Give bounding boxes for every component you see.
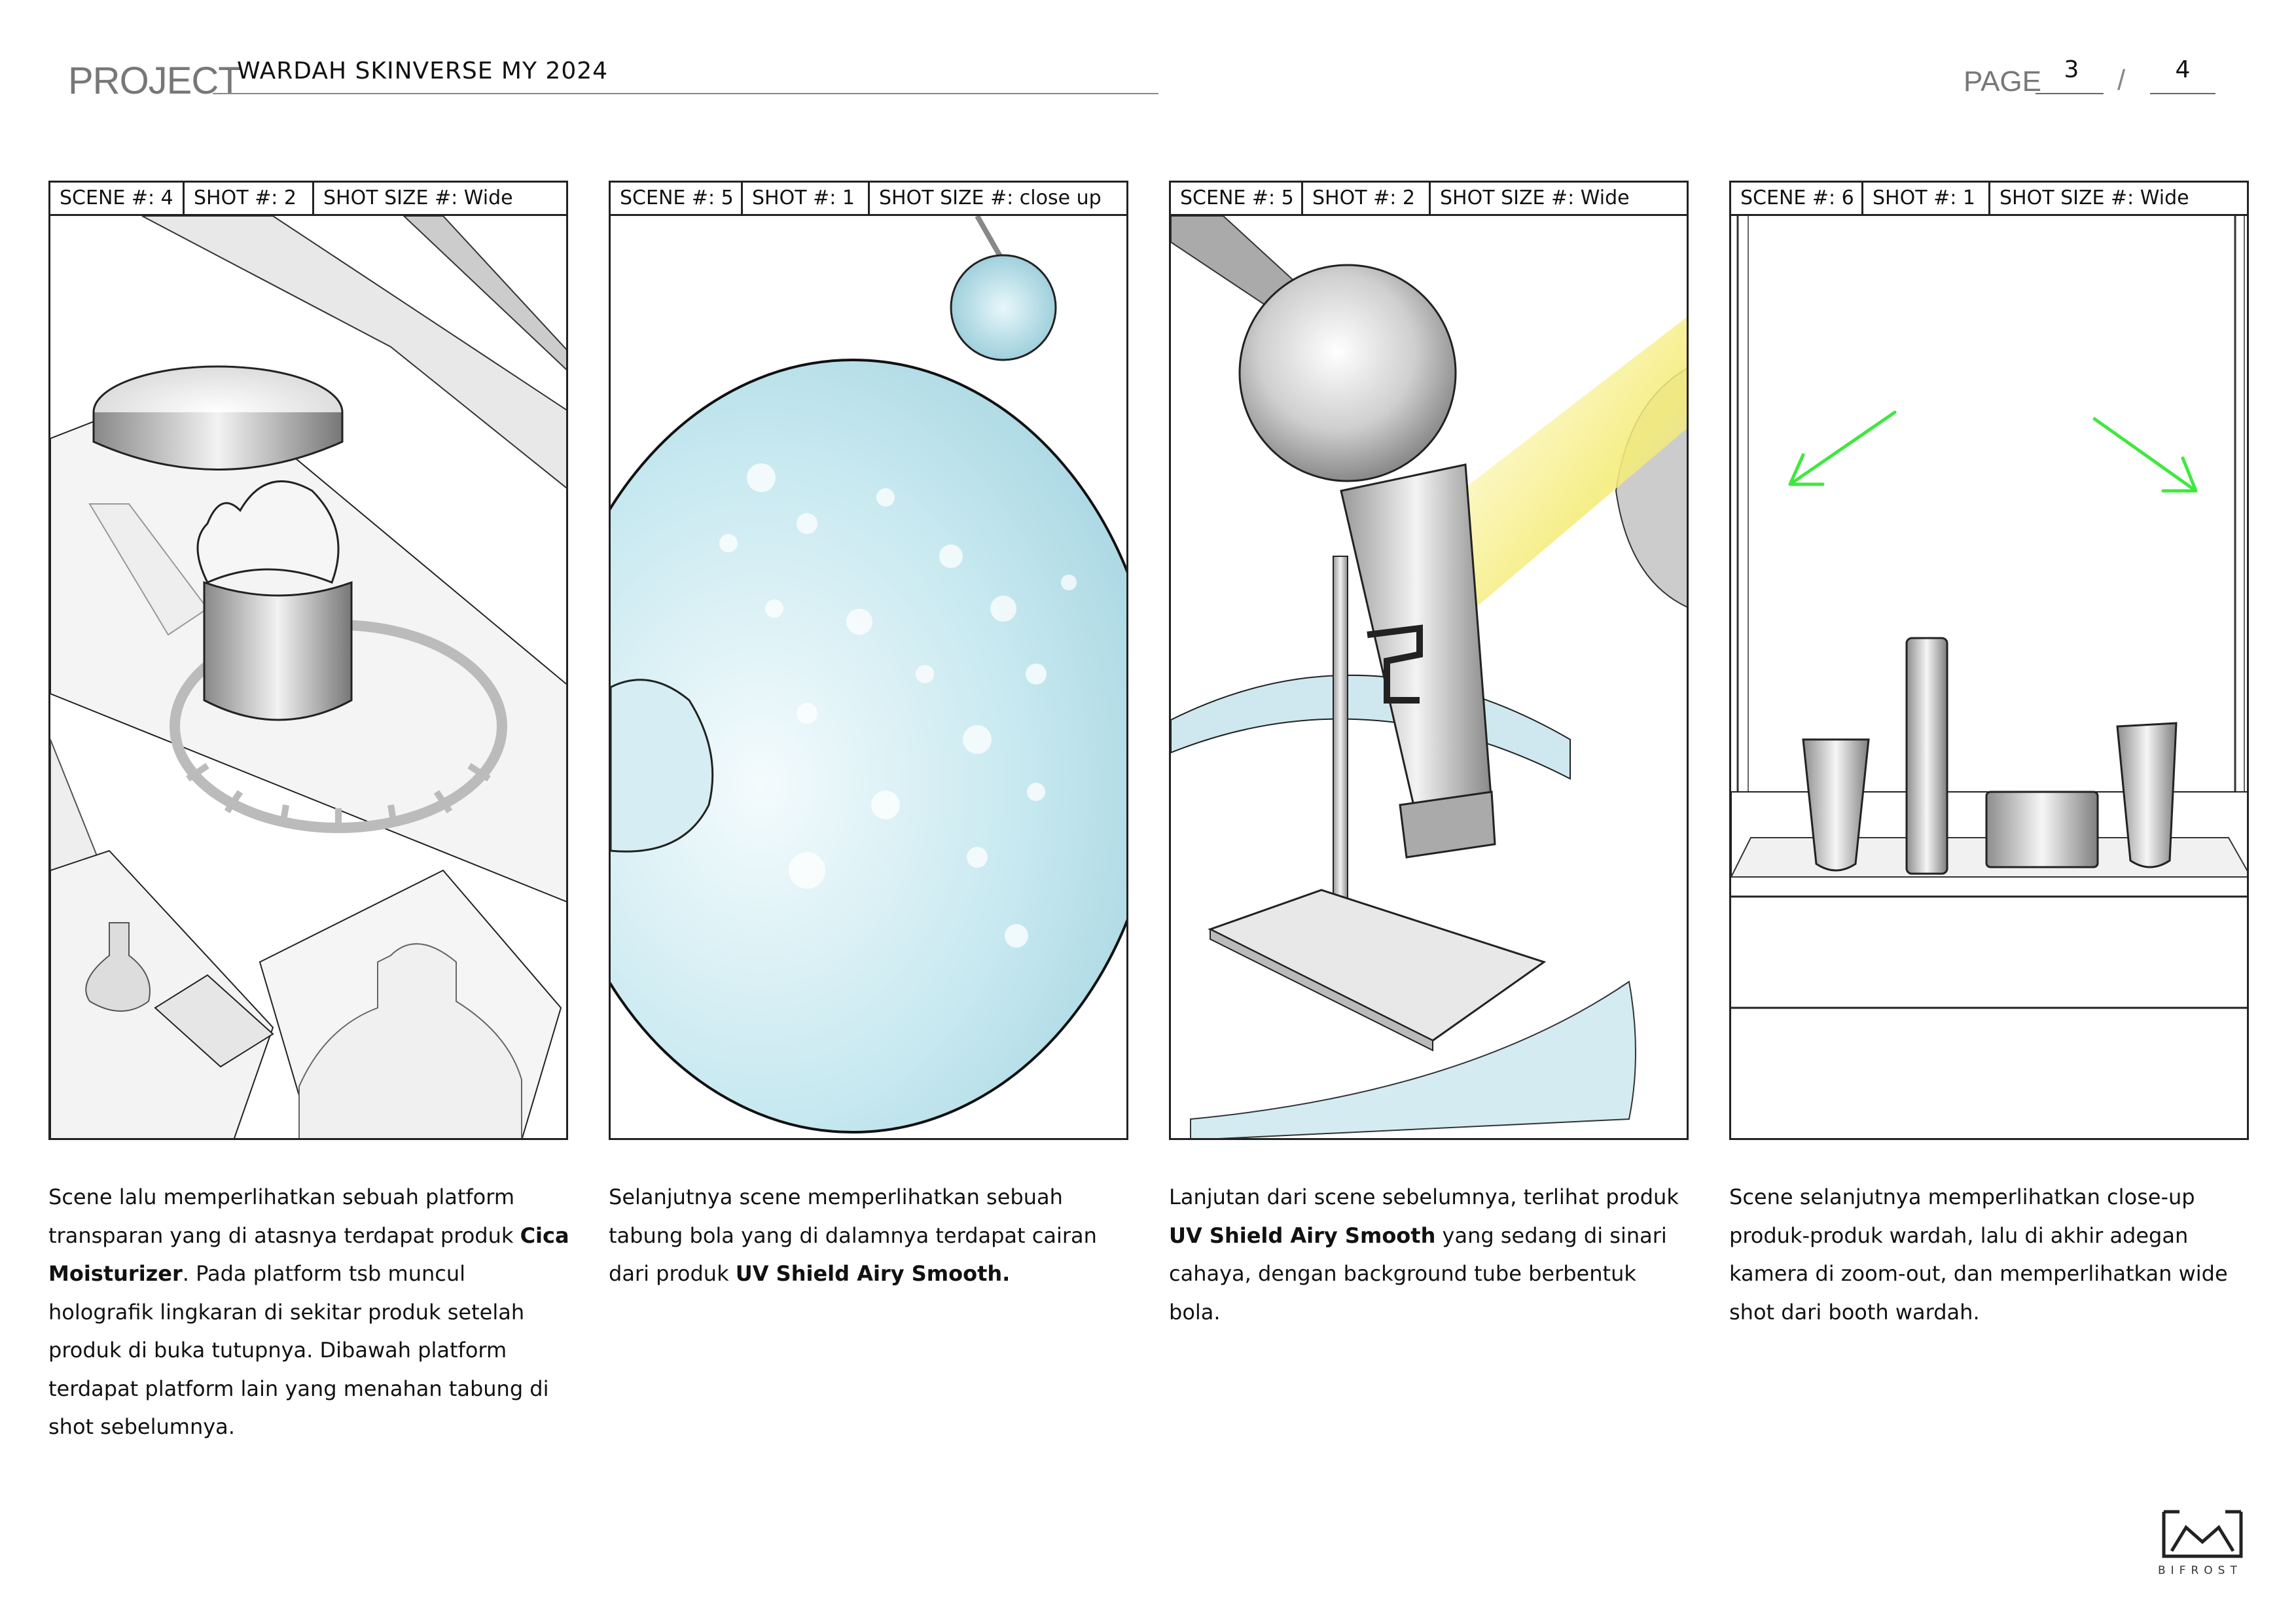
logo-text: BIFROST xyxy=(2158,1564,2242,1577)
scene-number: SCENE #: 4 xyxy=(50,183,185,214)
storyboard-panel-1 xyxy=(48,181,568,1140)
sketch-frame xyxy=(1169,216,1689,1140)
sketch-frame xyxy=(1729,216,2249,1140)
wardah-booth-sketch xyxy=(1731,216,2249,1140)
shot-size: SHOT SIZE #: Wide xyxy=(1440,187,1630,209)
page-label: PAGE xyxy=(1964,65,2042,98)
page-current: 3 xyxy=(2064,56,2079,83)
shot-number: SHOT #: 1 xyxy=(743,183,870,214)
shot-info-bar xyxy=(1169,181,1689,216)
page-separator: / xyxy=(2117,64,2126,96)
scene-number: SCENE #: 6 xyxy=(1731,183,1863,214)
page-total-underline xyxy=(2150,93,2215,94)
scene-number: SCENE #: 5 xyxy=(1171,183,1303,214)
storyboard-panel-3 xyxy=(1169,181,1689,1140)
shot-number: SHOT #: 1 xyxy=(1863,183,1990,214)
panel-3-description: Lanjutan dari scene sebelumnya, terlihat produk UV Shield Airy Smooth yang sedang di sinari cahaya, dengan background tube berbentuk bola. xyxy=(1169,1185,1679,1325)
shot-info-bar xyxy=(48,181,568,216)
uv-shield-stand-sketch xyxy=(1171,216,1689,1140)
scene-number: SCENE #: 5 xyxy=(611,183,743,214)
shot-number: SHOT #: 2 xyxy=(1303,183,1431,214)
sketch-frame xyxy=(609,216,1128,1140)
sketch-frame xyxy=(48,216,568,1140)
shot-size: SHOT SIZE #: close up xyxy=(879,187,1102,209)
panel-1-description: Scene lalu memperlihatkan sebuah platform transparan yang di atasnya terdapat produk Cica Moisturizer. Pada platform tsb muncul holografik lingkaran di sekitar produk setelah produk di buka tutupnya. Dibawah platform terdapat platform lain yang menahan tabung di shot sebelumnya. xyxy=(48,1185,569,1439)
bifrost-logo-icon xyxy=(2160,1505,2245,1561)
page-total: 4 xyxy=(2175,56,2191,83)
project-name: WARDAH SKINVERSE MY 2024 xyxy=(237,58,609,84)
shot-number: SHOT #: 2 xyxy=(185,183,314,214)
shot-size: SHOT SIZE #: Wide xyxy=(323,187,513,209)
project-label: PROJECT xyxy=(68,60,241,102)
storyboard-panel-2 xyxy=(609,181,1128,1140)
page-current-underline xyxy=(2036,93,2104,94)
panel-4-description: Scene selanjutnya memperlihatkan close-up produk-produk wardah, lalu di akhir adegan kamera di zoom-out, dan memperlihatkan wide shot dari booth wardah. xyxy=(1729,1185,2228,1325)
uv-shield-sphere-sketch xyxy=(611,216,1128,1140)
shot-size: SHOT SIZE #: Wide xyxy=(2000,187,2189,209)
cica-moisturizer-sketch xyxy=(50,216,568,1140)
shot-info-bar xyxy=(1729,181,2249,216)
shot-info-bar xyxy=(609,181,1128,216)
project-name-underline xyxy=(213,93,1158,94)
storyboard-panel-4 xyxy=(1729,181,2249,1140)
panel-2-description: Selanjutnya scene memperlihatkan sebuah tabung bola yang di dalamnya terdapat cairan dari produk UV Shield Airy Smooth. xyxy=(609,1185,1097,1286)
